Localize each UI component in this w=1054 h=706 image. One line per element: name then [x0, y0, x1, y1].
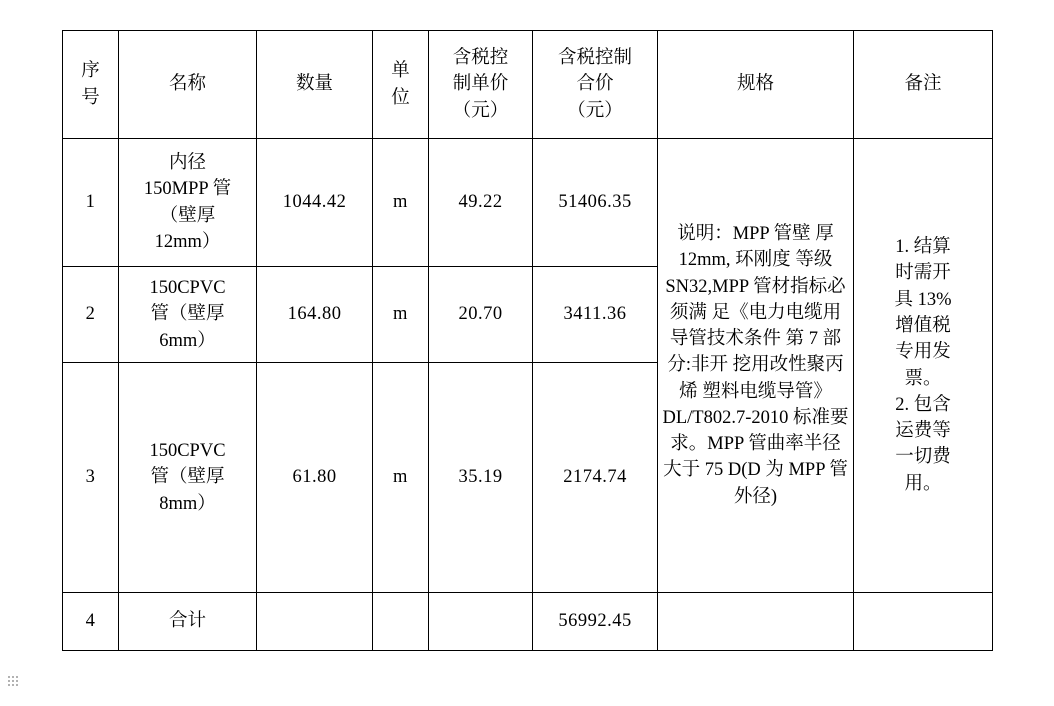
- spec-line: 管曲率半径大于: [663, 434, 841, 481]
- table-header-row: [63, 31, 993, 139]
- header-line: 合价: [576, 74, 614, 95]
- price-table: [62, 30, 993, 651]
- cell-unit: m: [373, 267, 429, 363]
- header-cell-note: [854, 31, 993, 139]
- header-line: 含税控制: [557, 48, 632, 69]
- header-line: 含税控: [452, 48, 509, 69]
- cell-index: 3: [63, 363, 119, 593]
- cell-spec-merged: [658, 139, 854, 593]
- header-cell-quantity: [257, 31, 373, 139]
- note-line: 增值税: [895, 315, 951, 336]
- header-line: 号: [81, 87, 100, 108]
- spec-line: 管材指标必须满: [669, 276, 846, 323]
- spec-line: DL/T802.7-2010: [662, 407, 789, 428]
- cell-unit-empty: [373, 593, 429, 651]
- name-line: 150CPVC: [149, 441, 226, 462]
- header-cell-unit: [373, 31, 429, 139]
- note-line: 票。: [904, 368, 942, 389]
- header-line: 名称: [168, 74, 206, 95]
- spec-line: 导管技术条件: [669, 329, 781, 350]
- spec-line: 挖用改性聚丙烯: [679, 355, 844, 402]
- header-line: 备注: [904, 74, 942, 95]
- cell-name: [119, 139, 257, 267]
- name-line: 6mm）: [159, 330, 216, 351]
- cell-name: [119, 267, 257, 363]
- cell-unit: m: [373, 139, 429, 267]
- cell-unit: m: [373, 363, 429, 593]
- table-total-row: [63, 593, 993, 651]
- name-line: 12mm）: [154, 231, 221, 252]
- header-line: 单: [391, 61, 410, 82]
- header-line: 数量: [295, 74, 333, 95]
- spec-line: 足《电力电缆用: [711, 302, 842, 323]
- cell-index: 1: [63, 139, 119, 267]
- cell-total-price: 56992.45: [533, 593, 658, 651]
- note-line: 具 13%: [894, 289, 952, 310]
- header-cell-unit-price: [429, 31, 533, 139]
- header-line: 制单价: [452, 74, 509, 95]
- note-line: 2. 包含: [895, 394, 951, 415]
- name-line: 8mm）: [159, 493, 216, 514]
- cell-total-label: 合计: [119, 593, 257, 651]
- cell-quantity: 164.80: [257, 267, 373, 363]
- header-cell-index: [63, 31, 119, 139]
- note-line: 时需开: [895, 263, 951, 284]
- table-row: [63, 139, 993, 267]
- spec-line: 等级 SN32,MPP: [665, 250, 833, 297]
- note-line: 专用发: [895, 342, 951, 363]
- cell-unit-price: 49.22: [429, 139, 533, 267]
- spec-line: 厚 12mm, 环刚度: [678, 224, 834, 271]
- header-cell-name: [119, 31, 257, 139]
- name-line: 管（壁厚: [150, 467, 225, 488]
- note-line: 运费等: [895, 421, 951, 442]
- name-line: （壁厚: [159, 205, 216, 226]
- cell-unit-price: 35.19: [429, 363, 533, 593]
- name-line: 150MPP 管: [143, 179, 232, 200]
- cell-note-merged: [854, 139, 993, 593]
- cell-index: 4: [63, 593, 119, 651]
- header-line: （元）: [452, 100, 509, 121]
- spec-line: 75 D(D 为 MPP 管: [704, 460, 848, 481]
- cell-quantity: 1044.42: [257, 139, 373, 267]
- header-line: 序: [81, 61, 100, 82]
- spec-line: 第 7 部分:非开: [667, 329, 842, 376]
- name-line: 管（壁厚: [150, 304, 225, 325]
- note-line: 一切费: [895, 447, 951, 468]
- header-line: 位: [391, 87, 410, 108]
- price-table-sheet: [62, 30, 992, 651]
- cell-index: 2: [63, 267, 119, 363]
- cell-total-price: 2174.74: [533, 363, 658, 593]
- spec-line: 外径): [733, 486, 778, 507]
- note-line: 1. 结算: [895, 237, 951, 258]
- cell-note-empty: [854, 593, 993, 651]
- name-line: 内径: [168, 152, 206, 173]
- header-line: 规格: [736, 74, 774, 95]
- cell-name: [119, 363, 257, 593]
- cell-spec-empty: [658, 593, 854, 651]
- cell-unit-price-empty: [429, 593, 533, 651]
- spec-line: 塑料电缆导管》: [702, 381, 832, 402]
- header-cell-total-price: [533, 31, 658, 139]
- cell-total-price: 51406.35: [533, 139, 658, 267]
- resize-grip-icon[interactable]: [8, 676, 18, 690]
- name-line: 150CPVC: [149, 278, 226, 299]
- cell-unit-price: 20.70: [429, 267, 533, 363]
- cell-total-price: 3411.36: [533, 267, 658, 363]
- spec-line: 标准要求。MPP: [670, 407, 849, 455]
- note-line: 用。: [904, 473, 942, 494]
- header-line: （元）: [567, 100, 623, 121]
- spec-line: 说明：MPP 管壁: [677, 224, 811, 245]
- cell-quantity-empty: [257, 593, 373, 651]
- cell-quantity: 61.80: [257, 363, 373, 593]
- header-cell-spec: [658, 31, 854, 139]
